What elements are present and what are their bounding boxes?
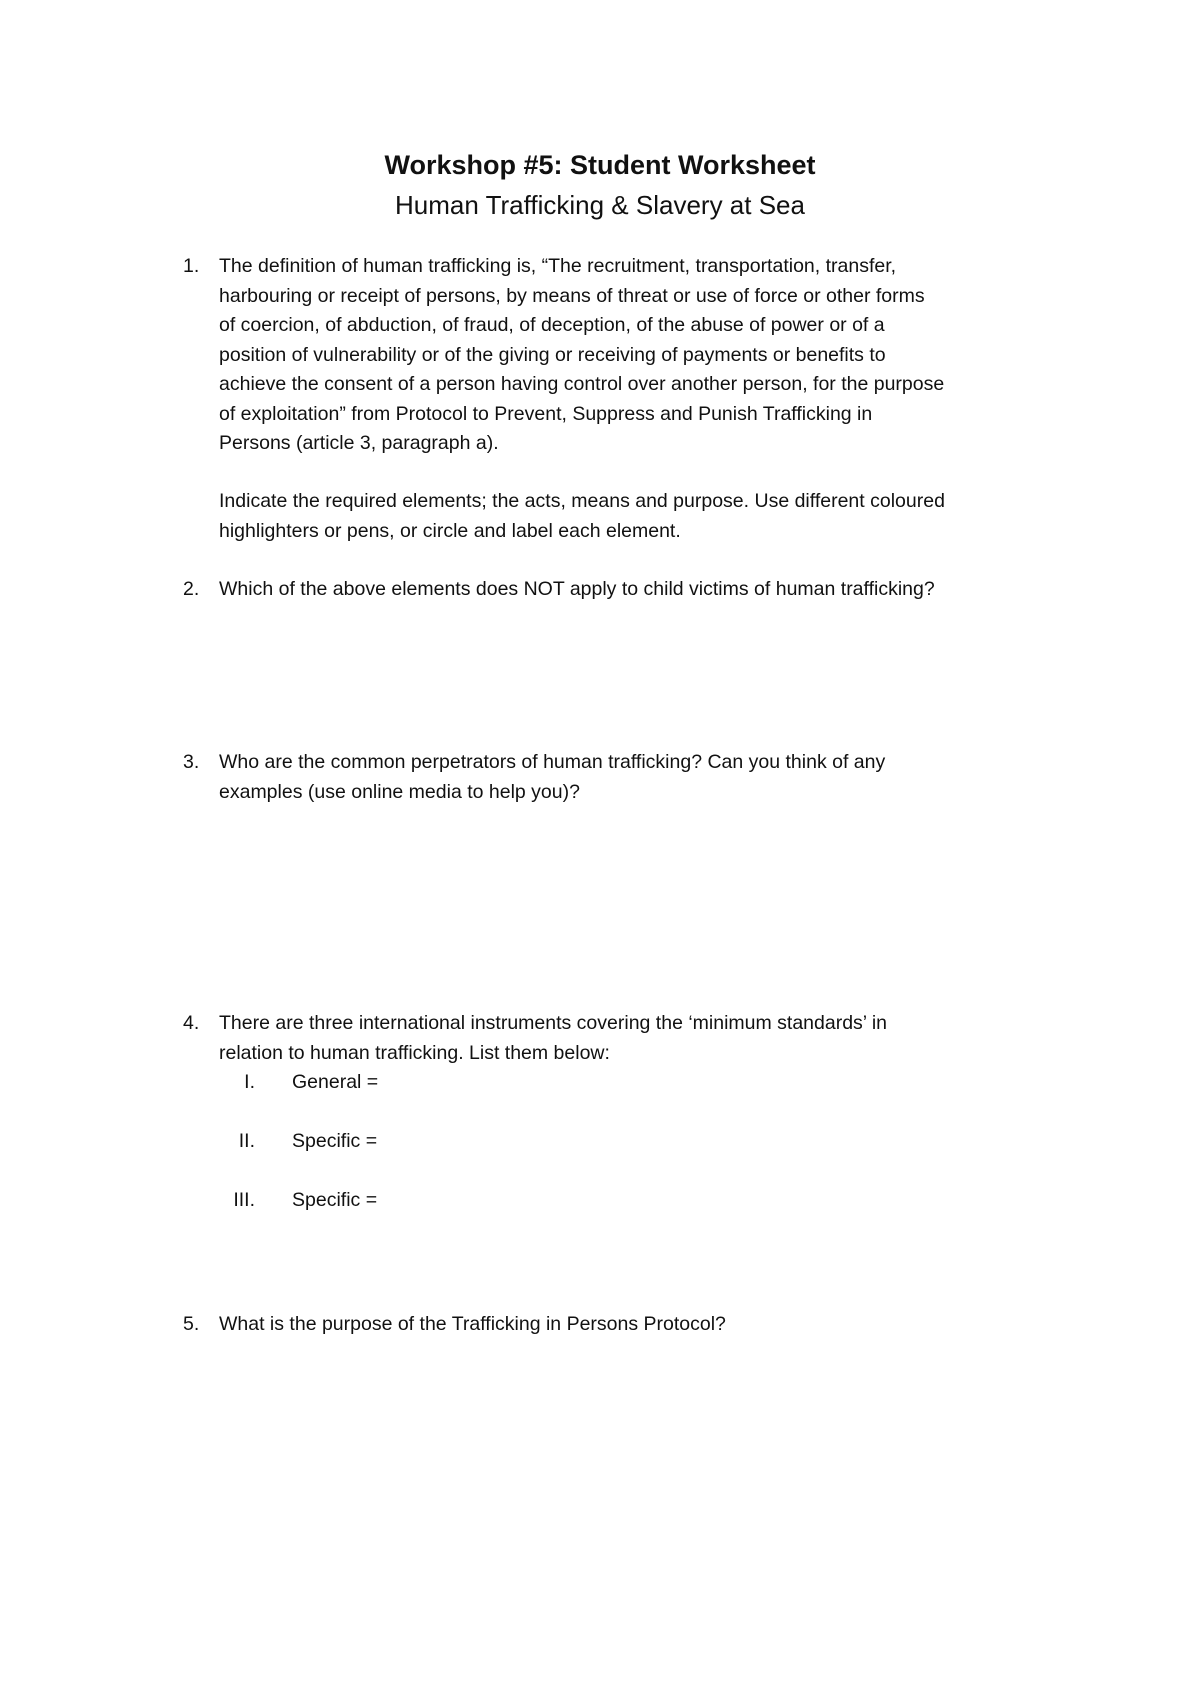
page-title: Workshop #5: Student Worksheet xyxy=(384,150,816,180)
question-line: There are three international instruments covering the ‘minimum standards’ in xyxy=(219,1012,888,1034)
instruction-line: Indicate the required elements; the acts, means and purpose. Use different coloured xyxy=(219,490,945,512)
question-line: position of vulnerability or of the giving or receiving of payments or benefits to xyxy=(219,343,886,366)
question-line: What is the purpose of the Trafficking in Persons Protocol? xyxy=(219,1313,726,1335)
roman-numeral: II. xyxy=(238,1130,255,1152)
question-number: 1. xyxy=(183,255,200,277)
roman-numeral: I. xyxy=(244,1071,255,1093)
question-number: 4. xyxy=(183,1012,200,1034)
instruction-line: highlighters or pens, or circle and label each element. xyxy=(219,519,681,542)
question-line: Which of the above elements does NOT apply to child victims of human trafficking? xyxy=(219,578,935,600)
question-text xyxy=(219,252,1083,459)
question-number: 2. xyxy=(183,578,200,600)
question-line: examples (use online media to help you)? xyxy=(219,780,580,803)
question-line: of exploitation” from Protocol to Prevent, Suppress and Punish Trafficking in xyxy=(219,402,873,425)
question-line: The definition of human trafficking is, “The recruitment, transportation, transfer, xyxy=(219,255,897,277)
roman-numeral: III. xyxy=(233,1189,255,1211)
question-text xyxy=(219,748,1083,807)
question-line: relation to human trafficking. List them below: xyxy=(219,1041,610,1064)
question-number: 3. xyxy=(183,751,200,773)
question-line: harbouring or receipt of persons, by means of threat or use of force or other forms xyxy=(219,284,925,307)
question-1 xyxy=(183,252,1083,459)
question-3 xyxy=(183,748,1083,807)
list-item-label: Specific = xyxy=(292,1189,378,1211)
question-line: Persons (article 3, paragraph a). xyxy=(219,432,499,454)
question-text xyxy=(219,1310,1083,1340)
list-item-label: General = xyxy=(292,1071,379,1093)
question-1-instruction xyxy=(183,487,1083,546)
question-4 xyxy=(183,1009,1083,1068)
question-number: 5. xyxy=(183,1313,200,1335)
question-line: achieve the consent of a person having control over another person, for the purpose xyxy=(219,373,945,395)
question-text xyxy=(219,1009,1083,1068)
question-2 xyxy=(183,575,1083,605)
question-text xyxy=(219,575,1083,605)
question-5 xyxy=(183,1310,1083,1340)
instruction-text xyxy=(219,487,1083,546)
page-subtitle: Human Trafficking & Slavery at Sea xyxy=(395,190,805,220)
question-line: Who are the common perpetrators of human trafficking? Can you think of any xyxy=(219,751,886,773)
list-item-label: Specific = xyxy=(292,1130,378,1152)
question-line: of coercion, of abduction, of fraud, of deception, of the abuse of power or of a xyxy=(219,314,885,336)
